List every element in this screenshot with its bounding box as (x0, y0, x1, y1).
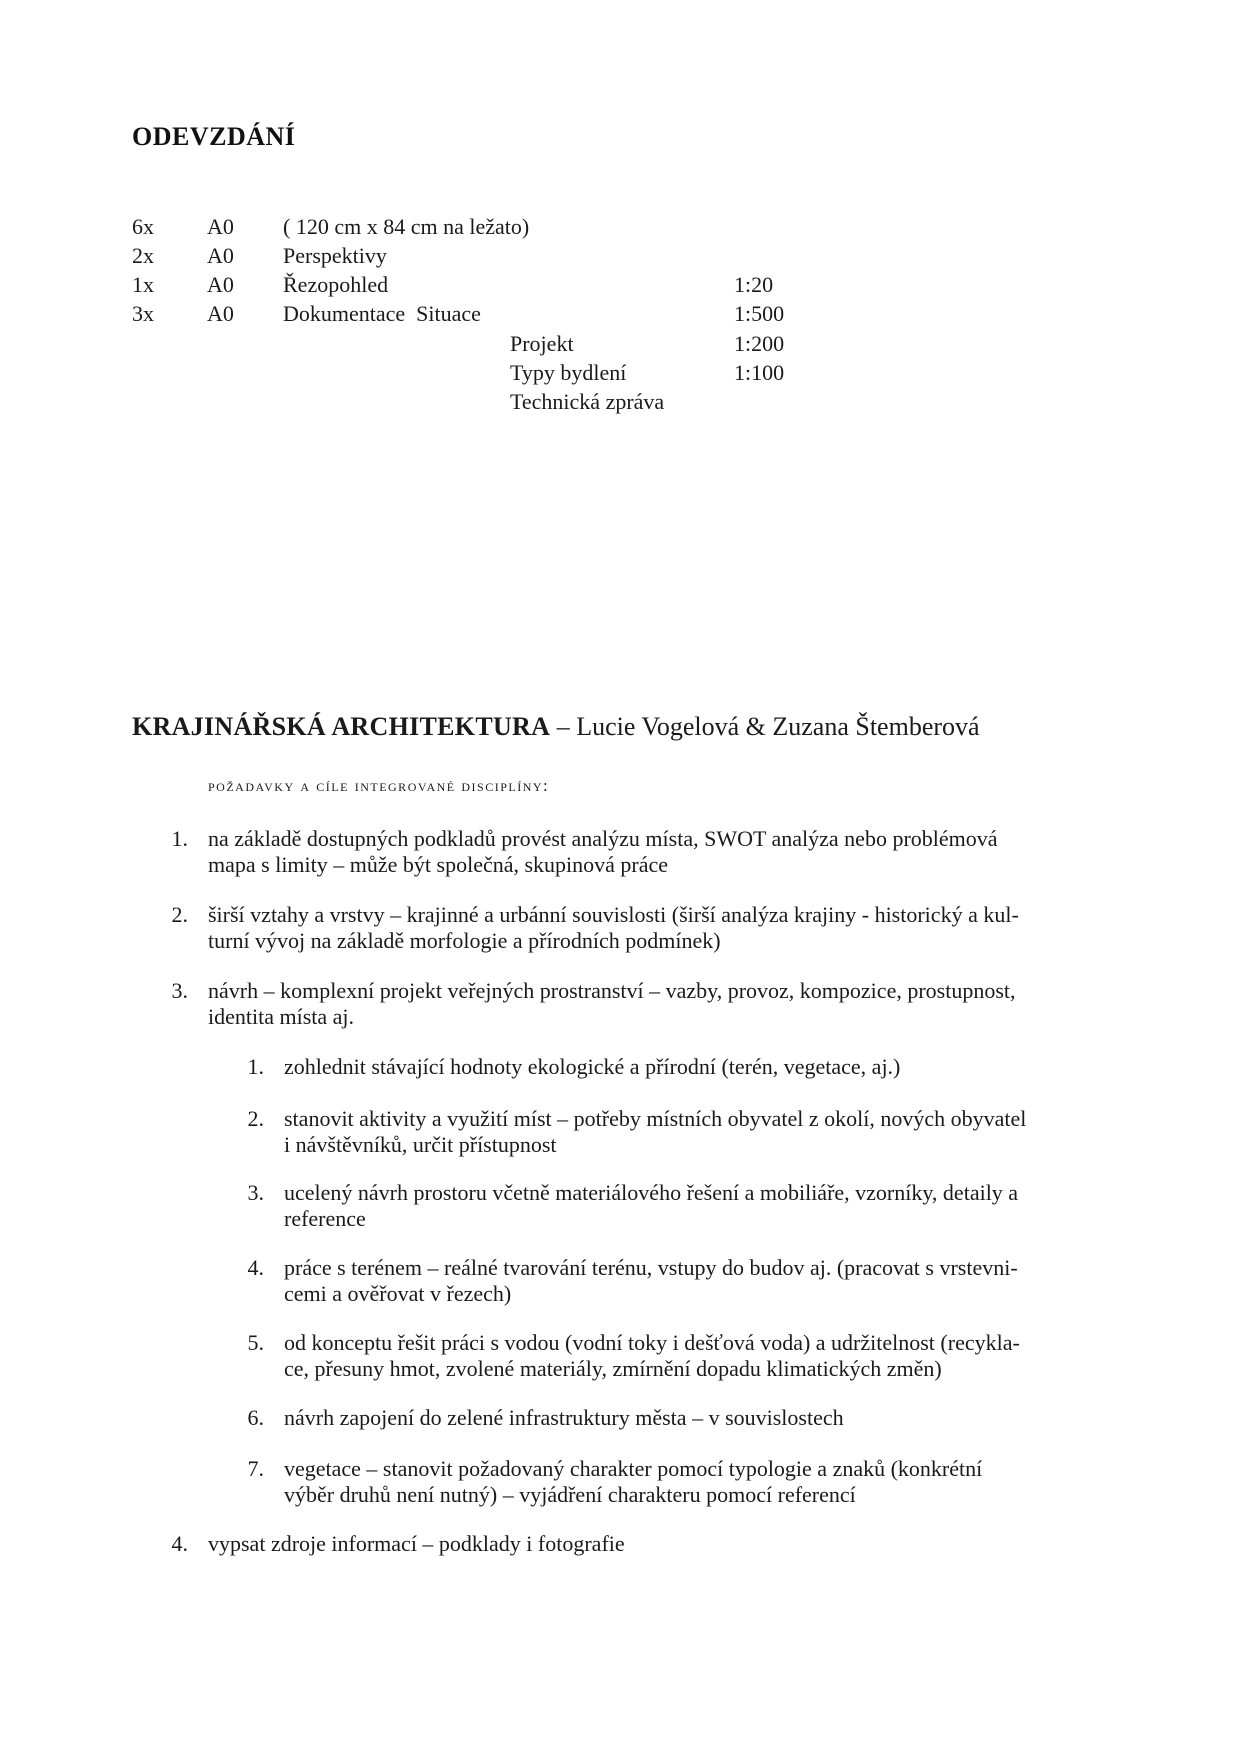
list-item-line: mapa s limity – může být společná, skupinová práce (208, 852, 669, 877)
list-item-line: návrh – komplexní projekt veřejných prostranství – vazby, provoz, kompozice, prostupnost, (208, 978, 1016, 1003)
list-item-line: širší vztahy a vrstvy – krajinné a urbánní souvislosti (širší analýza krajiny - historický a kul- (208, 902, 1019, 927)
sublist-item-line: zohlednit stávající hodnoty ekologické a přírodní (terén, vegetace, aj.) (284, 1054, 901, 1079)
row-qty: 1x (132, 272, 154, 297)
row-desc: Řezopohled (283, 272, 389, 297)
row-format: A0 (207, 243, 234, 268)
section-subtitle: požadavky a cíle integrované disciplíny: (208, 776, 550, 795)
sublist-item-line: ce, přesuny hmot, zvolené materiály, zmírnění dopadu klimatických změn) (284, 1356, 942, 1381)
sublist-item-line: výběr druhů není nutný) – vyjádření charakteru pomocí referencí (284, 1482, 856, 1507)
row-scale: 1:500 (734, 301, 785, 326)
list-item-number: 4. (171, 1531, 188, 1556)
row-qty: 6x (132, 214, 154, 239)
row-format: A0 (207, 214, 234, 239)
list-item-number: 3. (171, 978, 188, 1003)
row-desc: Perspektivy (283, 243, 387, 268)
list-item-line: na základě dostupných podkladů provést analýzu místa, SWOT analýza nebo problémová (208, 826, 998, 851)
subrow-desc: Technická zpráva (510, 389, 665, 414)
sublist-item-line: návrh zapojení do zelené infrastruktury města – v souvislostech (284, 1405, 844, 1430)
section-title-bold: KRAJINÁŘSKÁ ARCHITEKTURA (132, 712, 551, 741)
sublist-item-number: 6. (247, 1405, 264, 1430)
row-qty: 2x (132, 243, 154, 268)
sublist-item-line: cemi a ověřovat v řezech) (284, 1281, 512, 1306)
sublist-item-line: vegetace – stanovit požadovaný charakter pomocí typologie a znaků (konkrétní (284, 1456, 983, 1481)
sublist-item-number: 5. (247, 1330, 264, 1355)
row-desc: ( 120 cm x 84 cm na ležato) (283, 214, 530, 239)
subrow-desc: Typy bydlení (510, 360, 627, 385)
sublist-item-number: 2. (247, 1106, 264, 1131)
sublist-item-number: 3. (247, 1180, 264, 1205)
list-item-line: vypsat zdroje informací – podklady i fotografie (208, 1531, 625, 1556)
subrow-desc: Projekt (510, 331, 574, 356)
section-title-odevzdani: ODEVZDÁNÍ (132, 122, 296, 151)
sublist-item-line: stanovit aktivity a využití míst – potřeby místních obyvatel z okolí, nových obyvatel (284, 1106, 1027, 1131)
sublist-item-number: 1. (247, 1054, 264, 1079)
row-scale: 1:20 (734, 272, 774, 297)
row-desc: Dokumentace Situace (283, 301, 481, 326)
list-item-number: 2. (171, 902, 188, 927)
sublist-item-line: ucelený návrh prostoru včetně materiálového řešení a mobiliáře, vzorníky, detaily a (284, 1180, 1019, 1205)
row-format: A0 (207, 272, 234, 297)
row-qty: 3x (132, 301, 154, 326)
sublist-item-number: 4. (247, 1255, 264, 1280)
section-title-authors: – Lucie Vogelová & Zuzana Štemberová (550, 712, 980, 741)
list-item-number: 1. (171, 826, 188, 851)
sublist-item-line: od konceptu řešit práci s vodou (vodní toky i dešťová voda) a udržitelnost (recykla- (284, 1330, 1020, 1355)
list-item-line: identita místa aj. (208, 1004, 355, 1029)
row-format: A0 (207, 301, 234, 326)
subrow-scale: 1:200 (734, 331, 785, 356)
sublist-item-line: i návštěvníků, určit přístupnost (284, 1132, 557, 1157)
section-title-krajinarska (132, 712, 980, 742)
sublist-item-line: reference (284, 1206, 366, 1231)
subrow-scale: 1:100 (734, 360, 785, 385)
sublist-item-line: práce s terénem – reálné tvarování terénu, vstupy do budov aj. (pracovat s vrstevni- (284, 1255, 1018, 1280)
sublist-item-number: 7. (247, 1456, 264, 1481)
list-item-line: turní vývoj na základě morfologie a přírodních podmínek) (208, 928, 721, 953)
